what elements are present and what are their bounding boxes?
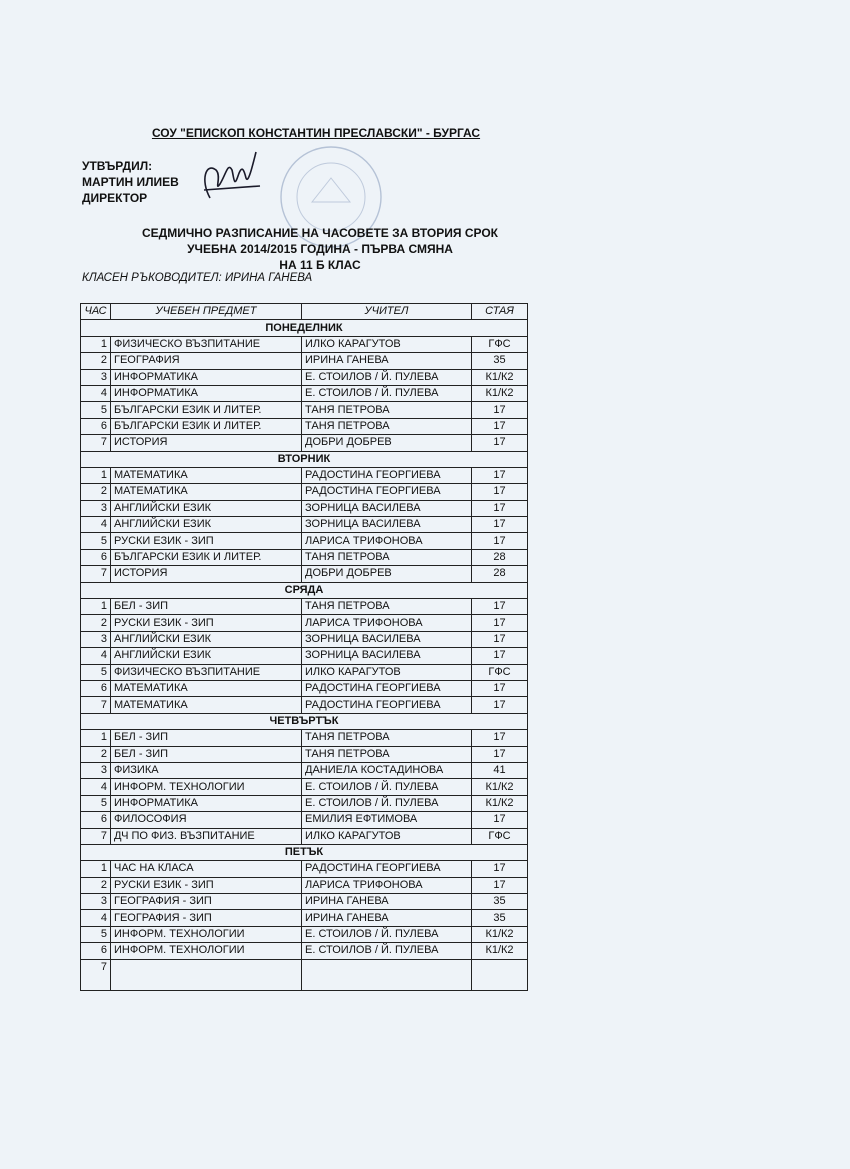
- teacher-cell: Е. СТОИЛОВ / Й. ПУЛЕВА: [302, 926, 472, 942]
- table-row: [81, 435, 528, 451]
- day-header-row: [81, 713, 528, 729]
- subject-cell: ИСТОРИЯ: [111, 566, 302, 582]
- room-cell: [472, 959, 528, 990]
- hour-cell: 6: [81, 418, 111, 434]
- teacher-cell: [302, 959, 472, 990]
- header-room: СТАЯ: [472, 304, 528, 320]
- table-row: [81, 566, 528, 582]
- teacher-cell: Е. СТОИЛОВ / Й. ПУЛЕВА: [302, 943, 472, 959]
- hour-cell: 3: [81, 631, 111, 647]
- table-row: [81, 812, 528, 828]
- teacher-cell: РАДОСТИНА ГЕОРГИЕВА: [302, 697, 472, 713]
- table-row: [81, 894, 528, 910]
- subject-cell: БЕЛ - ЗИП: [111, 746, 302, 762]
- table-row: [81, 353, 528, 369]
- room-cell: 17: [472, 435, 528, 451]
- teacher-cell: ЕМИЛИЯ ЕФТИМОВА: [302, 812, 472, 828]
- room-cell: 17: [472, 877, 528, 893]
- room-cell: К1/К2: [472, 385, 528, 401]
- subject-cell: БЪЛГАРСКИ ЕЗИК И ЛИТЕР.: [111, 549, 302, 565]
- table-row: [81, 549, 528, 565]
- room-cell: 17: [472, 615, 528, 631]
- header-teacher: УЧИТЕЛ: [302, 304, 472, 320]
- subject-cell: ЧАС НА КЛАСА: [111, 861, 302, 877]
- subject-cell: ИНФОРМ. ТЕХНОЛОГИИ: [111, 779, 302, 795]
- hour-cell: 4: [81, 779, 111, 795]
- table-row: [81, 533, 528, 549]
- heading-line-2: УЧЕБНА 2014/2015 ГОДИНА - ПЪРВА СМЯНА: [187, 242, 453, 256]
- room-cell: ГФС: [472, 664, 528, 680]
- table-row: [81, 517, 528, 533]
- room-cell: 17: [472, 861, 528, 877]
- day-header-row: [81, 320, 528, 336]
- table-row: [81, 599, 528, 615]
- subject-cell: ИНФОРМАТИКА: [111, 369, 302, 385]
- room-cell: К1/К2: [472, 943, 528, 959]
- table-row: [81, 484, 528, 500]
- subject-cell: РУСКИ ЕЗИК - ЗИП: [111, 877, 302, 893]
- header-subject: УЧЕБЕН ПРЕДМЕТ: [111, 304, 302, 320]
- heading-line-1: СЕДМИЧНО РАЗПИСАНИЕ НА ЧАСОВЕТЕ ЗА ВТОРИЯ СРОК: [141, 226, 498, 240]
- subject-cell: РУСКИ ЕЗИК - ЗИП: [111, 533, 302, 549]
- hour-cell: 7: [81, 697, 111, 713]
- subject-cell: АНГЛИЙСКИ ЕЗИК: [111, 500, 302, 516]
- room-cell: 17: [472, 533, 528, 549]
- subject-cell: ИНФОРМ. ТЕХНОЛОГИИ: [111, 943, 302, 959]
- hour-cell: 7: [81, 435, 111, 451]
- subject-cell: МАТЕМАТИКА: [111, 467, 302, 483]
- director-signature: [196, 140, 266, 212]
- hour-cell: 7: [81, 959, 111, 990]
- table-row: [81, 730, 528, 746]
- schedule-body: [81, 320, 528, 990]
- subject-cell: ГЕОГРАФИЯ - ЗИП: [111, 894, 302, 910]
- table-row: [81, 385, 528, 401]
- teacher-cell: ИЛКО КАРАГУТОВ: [302, 664, 472, 680]
- subject-cell: ФИЛОСОФИЯ: [111, 812, 302, 828]
- schedule-heading: [120, 225, 520, 273]
- teacher-cell: ЗОРНИЦА ВАСИЛЕВА: [302, 631, 472, 647]
- table-row: [81, 615, 528, 631]
- teacher-cell: ТАНЯ ПЕТРОВА: [302, 730, 472, 746]
- day-name: ЧЕТВЪРТЪК: [81, 713, 528, 729]
- hour-cell: 5: [81, 795, 111, 811]
- hour-cell: 4: [81, 517, 111, 533]
- hour-cell: 1: [81, 730, 111, 746]
- room-cell: К1/К2: [472, 779, 528, 795]
- room-cell: ГФС: [472, 336, 528, 352]
- room-cell: К1/К2: [472, 795, 528, 811]
- room-cell: 17: [472, 648, 528, 664]
- subject-cell: ГЕОГРАФИЯ: [111, 353, 302, 369]
- hour-cell: 1: [81, 599, 111, 615]
- teacher-cell: ЛАРИСА ТРИФОНОВА: [302, 533, 472, 549]
- room-cell: 17: [472, 402, 528, 418]
- hour-cell: 5: [81, 926, 111, 942]
- weekly-schedule-table: [80, 303, 528, 991]
- teacher-cell: Е. СТОИЛОВ / Й. ПУЛЕВА: [302, 385, 472, 401]
- table-header-row: [81, 304, 528, 320]
- subject-cell: БЕЛ - ЗИП: [111, 599, 302, 615]
- table-row: [81, 500, 528, 516]
- teacher-cell: ДАНИЕЛА КОСТАДИНОВА: [302, 762, 472, 778]
- room-cell: 17: [472, 418, 528, 434]
- director-name: МАРТИН ИЛИЕВ: [82, 175, 179, 189]
- hour-cell: 2: [81, 353, 111, 369]
- day-header-row: [81, 844, 528, 860]
- teacher-cell: ИРИНА ГАНЕВА: [302, 353, 472, 369]
- hour-cell: 1: [81, 861, 111, 877]
- teacher-cell: ИЛКО КАРАГУТОВ: [302, 828, 472, 844]
- teacher-cell: ТАНЯ ПЕТРОВА: [302, 402, 472, 418]
- room-cell: 17: [472, 680, 528, 696]
- hour-cell: 4: [81, 910, 111, 926]
- teacher-cell: ЗОРНИЦА ВАСИЛЕВА: [302, 500, 472, 516]
- day-name: СРЯДА: [81, 582, 528, 598]
- subject-cell: [111, 959, 302, 990]
- table-row: [81, 910, 528, 926]
- room-cell: ГФС: [472, 828, 528, 844]
- teacher-cell: ЗОРНИЦА ВАСИЛЕВА: [302, 517, 472, 533]
- table-row: [81, 336, 528, 352]
- subject-cell: АНГЛИЙСКИ ЕЗИК: [111, 631, 302, 647]
- teacher-cell: ДОБРИ ДОБРЕВ: [302, 566, 472, 582]
- room-cell: 41: [472, 762, 528, 778]
- teacher-cell: Е. СТОИЛОВ / Й. ПУЛЕВА: [302, 369, 472, 385]
- hour-cell: 5: [81, 664, 111, 680]
- teacher-cell: РАДОСТИНА ГЕОРГИЕВА: [302, 861, 472, 877]
- teacher-cell: ТАНЯ ПЕТРОВА: [302, 549, 472, 565]
- subject-cell: ФИЗИКА: [111, 762, 302, 778]
- hour-cell: 2: [81, 615, 111, 631]
- table-row: [81, 697, 528, 713]
- table-row: [81, 369, 528, 385]
- teacher-cell: РАДОСТИНА ГЕОРГИЕВА: [302, 680, 472, 696]
- teacher-cell: РАДОСТИНА ГЕОРГИЕВА: [302, 484, 472, 500]
- room-cell: 35: [472, 910, 528, 926]
- table-row: [81, 861, 528, 877]
- table-row: [81, 631, 528, 647]
- subject-cell: ФИЗИЧЕСКО ВЪЗПИТАНИЕ: [111, 664, 302, 680]
- teacher-cell: ТАНЯ ПЕТРОВА: [302, 746, 472, 762]
- subject-cell: БЕЛ - ЗИП: [111, 730, 302, 746]
- table-row: [81, 779, 528, 795]
- hour-cell: 1: [81, 336, 111, 352]
- teacher-cell: Е. СТОИЛОВ / Й. ПУЛЕВА: [302, 795, 472, 811]
- table-row: [81, 746, 528, 762]
- teacher-cell: ЛАРИСА ТРИФОНОВА: [302, 615, 472, 631]
- table-row: [81, 943, 528, 959]
- hour-cell: 3: [81, 894, 111, 910]
- room-cell: 17: [472, 500, 528, 516]
- hour-cell: 5: [81, 402, 111, 418]
- table-row: [81, 467, 528, 483]
- table-row: [81, 402, 528, 418]
- room-cell: 17: [472, 517, 528, 533]
- room-cell: К1/К2: [472, 369, 528, 385]
- room-cell: 35: [472, 894, 528, 910]
- table-row: [81, 680, 528, 696]
- subject-cell: БЪЛГАРСКИ ЕЗИК И ЛИТЕР.: [111, 402, 302, 418]
- table-row: [81, 795, 528, 811]
- room-cell: 17: [472, 484, 528, 500]
- subject-cell: ИНФОРМАТИКА: [111, 795, 302, 811]
- room-cell: 17: [472, 746, 528, 762]
- hour-cell: 3: [81, 369, 111, 385]
- hour-cell: 5: [81, 533, 111, 549]
- approval-block: [82, 158, 179, 206]
- teacher-cell: РАДОСТИНА ГЕОРГИЕВА: [302, 467, 472, 483]
- room-cell: 28: [472, 549, 528, 565]
- table-row: [81, 828, 528, 844]
- teacher-cell: ТАНЯ ПЕТРОВА: [302, 599, 472, 615]
- teacher-cell: Е. СТОИЛОВ / Й. ПУЛЕВА: [302, 779, 472, 795]
- day-header-row: [81, 451, 528, 467]
- table-row: [81, 959, 528, 990]
- subject-cell: ИНФОРМ. ТЕХНОЛОГИИ: [111, 926, 302, 942]
- hour-cell: 2: [81, 746, 111, 762]
- day-name: ВТОРНИК: [81, 451, 528, 467]
- hour-cell: 1: [81, 467, 111, 483]
- room-cell: 35: [472, 353, 528, 369]
- table-row: [81, 664, 528, 680]
- table-row: [81, 762, 528, 778]
- teacher-cell: ИРИНА ГАНЕВА: [302, 894, 472, 910]
- header-hour: ЧАС: [81, 304, 111, 320]
- hour-cell: 2: [81, 484, 111, 500]
- day-name: ПОНЕДЕЛНИК: [81, 320, 528, 336]
- subject-cell: БЪЛГАРСКИ ЕЗИК И ЛИТЕР.: [111, 418, 302, 434]
- subject-cell: МАТЕМАТИКА: [111, 680, 302, 696]
- teacher-cell: ЗОРНИЦА ВАСИЛЕВА: [302, 648, 472, 664]
- hour-cell: 3: [81, 500, 111, 516]
- teacher-cell: ТАНЯ ПЕТРОВА: [302, 418, 472, 434]
- room-cell: 17: [472, 697, 528, 713]
- hour-cell: 3: [81, 762, 111, 778]
- hour-cell: 7: [81, 566, 111, 582]
- table-row: [81, 418, 528, 434]
- hour-cell: 6: [81, 549, 111, 565]
- subject-cell: РУСКИ ЕЗИК - ЗИП: [111, 615, 302, 631]
- hour-cell: 2: [81, 877, 111, 893]
- room-cell: 28: [472, 566, 528, 582]
- subject-cell: ИНФОРМАТИКА: [111, 385, 302, 401]
- room-cell: 17: [472, 812, 528, 828]
- day-header-row: [81, 582, 528, 598]
- school-name: СОУ "ЕПИСКОП КОНСТАНТИН ПРЕСЛАВСКИ" - БУРГАС: [151, 126, 481, 140]
- table-row: [81, 926, 528, 942]
- teacher-cell: ДОБРИ ДОБРЕВ: [302, 435, 472, 451]
- subject-cell: АНГЛИЙСКИ ЕЗИК: [111, 648, 302, 664]
- day-name: ПЕТЪК: [81, 844, 528, 860]
- subject-cell: ГЕОГРАФИЯ - ЗИП: [111, 910, 302, 926]
- director-title: ДИРЕКТОР: [82, 191, 148, 205]
- room-cell: 17: [472, 467, 528, 483]
- subject-cell: МАТЕМАТИКА: [111, 697, 302, 713]
- approved-label: УТВЪРДИЛ:: [82, 159, 153, 173]
- hour-cell: 4: [81, 385, 111, 401]
- teacher-cell: ИРИНА ГАНЕВА: [302, 910, 472, 926]
- hour-cell: 4: [81, 648, 111, 664]
- teacher-cell: ЛАРИСА ТРИФОНОВА: [302, 877, 472, 893]
- room-cell: 17: [472, 599, 528, 615]
- teacher-cell: ИЛКО КАРАГУТОВ: [302, 336, 472, 352]
- hour-cell: 6: [81, 680, 111, 696]
- hour-cell: 7: [81, 828, 111, 844]
- table-row: [81, 648, 528, 664]
- hour-cell: 6: [81, 812, 111, 828]
- subject-cell: АНГЛИЙСКИ ЕЗИК: [111, 517, 302, 533]
- subject-cell: МАТЕМАТИКА: [111, 484, 302, 500]
- heading-line-3: НА 11 Б КЛАС: [279, 258, 361, 272]
- table-row: [81, 877, 528, 893]
- subject-cell: ДЧ ПО ФИЗ. ВЪЗПИТАНИЕ: [111, 828, 302, 844]
- hour-cell: 6: [81, 943, 111, 959]
- class-teacher: КЛАСЕН РЪКОВОДИТЕЛ: ИРИНА ГАНЕВА: [82, 272, 313, 284]
- subject-cell: ИСТОРИЯ: [111, 435, 302, 451]
- room-cell: 17: [472, 730, 528, 746]
- room-cell: К1/К2: [472, 926, 528, 942]
- room-cell: 17: [472, 631, 528, 647]
- subject-cell: ФИЗИЧЕСКО ВЪЗПИТАНИЕ: [111, 336, 302, 352]
